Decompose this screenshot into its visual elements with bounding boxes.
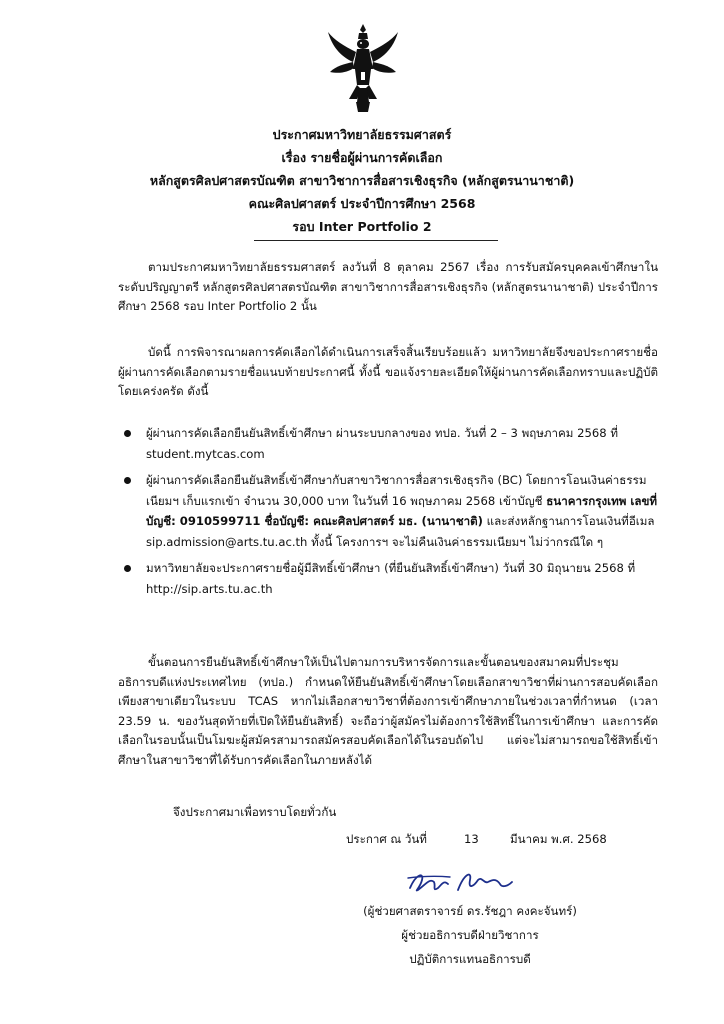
announcement-title: ประกาศมหาวิทยาลัยธรรมศาสตร์: [272, 127, 452, 142]
faculty-year: คณะศิลปศาสตร์ ประจำปีการศึกษา 2568: [248, 196, 476, 211]
instruction-item: [118, 470, 658, 552]
paragraph-procedure: ขั้นตอนการยืนยันสิทธิ์เข้าศึกษาให้เป็นไปตามการบริหารจัดการและขั้นตอนของสมาคมที่ประชุมอธิการบดีแห่งประเทศไทย (ทปอ.) กำหนดให้ยืนยันสิทธิ์เข้าศึกษาโดยเลือกสาขาวิชาที่ผ่านการสอบคัดเลือกเพียงสาขาเดียวในระบบ TCAS หากไม่เลือกสาขาวิชาที่ต้องการเข้าศึกษาภายในช่วงเวลาที่กำหนด (เวลา 23.59 น. ของวันสุดท้ายที่เปิดให้ยืนยันสิทธิ์) จะถือว่าผู้สมัครไม่ต้องการใช้สิทธิ์ในการเข้าศึกษา และการคัดเลือกในรอบนั้นเป็นโมฆะผู้สมัครสามารถสมัครสอบคัดเลือกได้ในรอบถัดไป แต่จะไม่สามารถขอใช้สิทธิ์เข้าศึกษาในสาขาวิชาที่ได้รับการคัดเลือกในภายหลังได้: [118, 655, 658, 767]
instruction-item: [118, 423, 658, 464]
announcement-subject: เรื่อง รายชื่อผู้ผ่านการคัดเลือก: [281, 150, 443, 165]
instruction-text-cont: และส่งหลักฐานการโอนเงินที่อีเมล sip.admission@arts.tu.ac.th ทั้งนี้ โครงการฯ จะไม่คืนเงินค่าธรรมเนียมฯ ไม่ว่ากรณีใด ๆ: [146, 514, 655, 549]
signature-image: [404, 868, 514, 898]
paragraph-results: บัดนี้ การพิจารณาผลการคัดเลือกได้ดำเนินการเสร็จสิ้นเรียบร้อยแล้ว มหาวิทยาลัยจึงขอประกาศรายชื่อผู้ผ่านการคัดเลือกตามรายชื่อแนบท้ายประกาศนี้ ทั้งนี้ ขอแจ้งรายละเอียดให้ผู้ผ่านการคัดเลือกทราบและปฏิบัติโดยเคร่งครัด ดังนี้: [118, 345, 658, 398]
instruction-list: [118, 423, 658, 605]
signatory-name: (ผู้ช่วยศาสตราจารย์ ดร.รัชฎา คงคะจันทร์): [363, 904, 577, 918]
round-name: รอบ Inter Portfolio 2: [292, 219, 432, 234]
instruction-text: มหาวิทยาลัยจะประกาศรายชื่อผู้มีสิทธิ์เข้าศึกษา (ที่ยืนยันสิทธิ์เข้าศึกษา) วันที่ 30 มิถุนายน 2568 ที่ http://sip.arts.tu.ac.th: [146, 561, 636, 596]
garuda-emblem: [326, 22, 400, 114]
bank-account-info: ธนาคารกรุงเทพ เลขที่บัญชี: 0910599711 ชื่อบัญชี: คณะศิลปศาสตร์ มธ. (นานาชาติ): [146, 493, 658, 528]
instruction-text: ผู้ผ่านการคัดเลือกยืนยันสิทธิ์เข้าศึกษา ผ่านระบบกลางของ ทปอ. วันที่ 2 – 3 พฤษภาคม 2568 ที่ student.mytcas.com: [146, 426, 618, 461]
closing-statement: จึงประกาศมาเพื่อทราบโดยทั่วกัน: [173, 805, 337, 819]
program-name: หลักสูตรศิลปศาสตรบัณฑิต สาขาวิชาการสื่อสารเชิงธุรกิจ (หลักสูตรนานาชาติ): [149, 173, 575, 188]
bullet-icon: [124, 565, 131, 572]
signatory-acting: ปฏิบัติการแทนอธิการบดี: [409, 952, 531, 966]
bullet-icon: [124, 477, 131, 484]
paragraph-intro: ตามประกาศมหาวิทยาลัยธรรมศาสตร์ ลงวันที่ 8 ตุลาคม 2567 เรื่อง การรับสมัครบุคคลเข้าศึกษาในระดับปริญญาตรี หลักสูตรศิลปศาสตรบัณฑิต สาขาวิชาการสื่อสารเชิงธุรกิจ (หลักสูตรนานาชาติ) ประจำปีการศึกษา 2568 รอบ Inter Portfolio 2 นั้น: [118, 260, 658, 313]
heading-divider: [254, 240, 498, 241]
bullet-icon: [124, 430, 131, 437]
signatory-position: ผู้ช่วยอธิการบดีฝ่ายวิชาการ: [401, 928, 539, 942]
instruction-item: [118, 558, 658, 599]
date-month-year: มีนาคม พ.ศ. 2568: [510, 832, 607, 846]
date-day: 13: [464, 832, 479, 846]
date-prefix: ประกาศ ณ วันที่: [346, 832, 427, 846]
instruction-text: ผู้ผ่านการคัดเลือกยืนยันสิทธิ์เข้าศึกษากับสาขาวิชาการสื่อสารเชิงธุรกิจ (BC) โดยการโอนเงินค่าธรรมเนียมฯ เก็บแรกเข้า จำนวน 30,000 บาท ในวันที่ 16 พฤษภาคม 2568 เข้าบัญชี: [146, 473, 647, 508]
